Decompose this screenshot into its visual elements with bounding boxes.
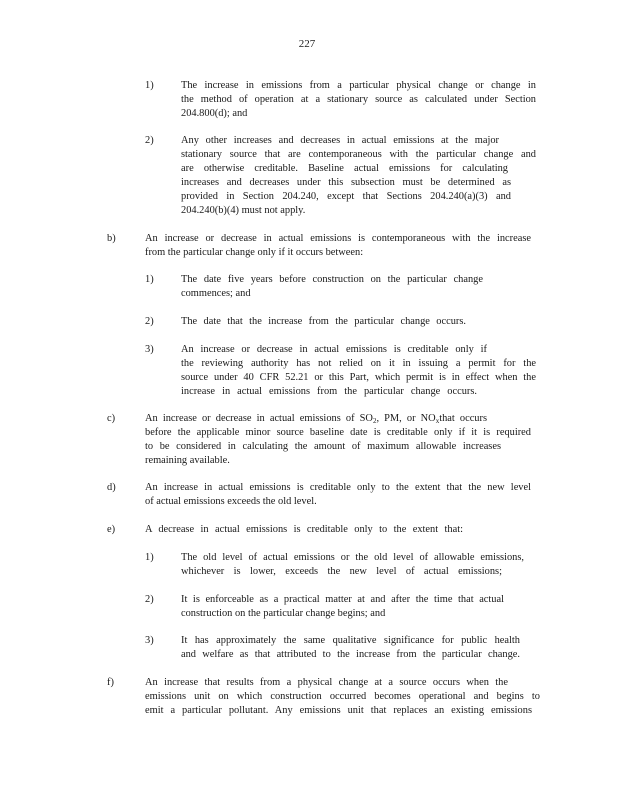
text-line: The increase in emissions from a particular physical change or change in bbox=[181, 80, 536, 91]
text-line: construction on the particular change begins; and bbox=[181, 608, 386, 619]
text-part: An increase or decrease in actual emissions of SO bbox=[145, 413, 373, 424]
item-marker: 3) bbox=[145, 635, 154, 646]
item-text bbox=[181, 315, 536, 329]
text-line bbox=[145, 412, 487, 426]
text-line: The date five years before construction on the particular change bbox=[181, 274, 483, 285]
item-text bbox=[145, 523, 531, 537]
item-text bbox=[181, 79, 536, 121]
item-text bbox=[181, 343, 536, 399]
text-line: A decrease in actual emissions is creditable only to the extent that: bbox=[145, 524, 463, 535]
text-line: 204.240(b)(4) must not apply. bbox=[181, 205, 306, 216]
text-line: 204.800(d); and bbox=[181, 108, 248, 119]
item-marker: 3) bbox=[145, 344, 154, 355]
text-line: increases and decreases under this subsection must be determined as bbox=[181, 177, 511, 188]
item-text bbox=[181, 593, 536, 621]
text-line: It has approximately the same qualitative significance for public health bbox=[181, 635, 520, 646]
text-line: and welfare as that attributed to the increase from the particular change. bbox=[181, 649, 520, 660]
item-marker: b) bbox=[107, 233, 116, 244]
text-line: An increase in actual emissions is creditable only to the extent that the new level bbox=[145, 482, 531, 493]
text-part: , PM, or NO bbox=[376, 413, 436, 424]
item-text bbox=[145, 232, 531, 260]
text-line: Any other increases and decreases in actual emissions at the major bbox=[181, 135, 499, 146]
text-line: the reviewing authority has not relied on it in issuing a permit for the bbox=[181, 358, 536, 369]
text-line: before the applicable minor source baseline date is creditable only if it is required bbox=[145, 427, 531, 438]
text-line: An increase or decrease in actual emissions is contemporaneous with the increase bbox=[145, 233, 531, 244]
text-line: It is enforceable as a practical matter at and after the time that actual bbox=[181, 594, 504, 605]
text-line: An increase or decrease in actual emissions is creditable only if bbox=[181, 344, 487, 355]
item-marker: 1) bbox=[145, 80, 154, 91]
text-line: The old level of actual emissions or the old level of allowable emissions, bbox=[181, 552, 524, 563]
text-line: source under 40 CFR 52.21 or this Part, which permit is in effect when the bbox=[181, 372, 536, 383]
item-marker: d) bbox=[107, 482, 116, 493]
item-text bbox=[181, 134, 536, 218]
item-marker: e) bbox=[107, 524, 116, 535]
item-marker: c) bbox=[107, 413, 116, 424]
item-marker: f) bbox=[107, 677, 114, 688]
item-text bbox=[181, 273, 536, 301]
text-line: from the particular change only if it occurs between: bbox=[145, 247, 364, 258]
item-marker: 1) bbox=[145, 274, 154, 285]
text-line: increase in actual emissions from the particular change occurs. bbox=[181, 386, 477, 397]
subscript: 2 bbox=[372, 417, 377, 425]
item-marker: 2) bbox=[145, 135, 154, 146]
text-line: emissions unit on which construction occurred becomes operational and begins to bbox=[145, 691, 540, 702]
text-line: emit a particular pollutant. Any emissions unit that replaces an existing emissions bbox=[145, 705, 532, 716]
text-line: provided in Section 204.240, except that Sections 204.240(a)(3) and bbox=[181, 191, 511, 202]
text-line: commences; and bbox=[181, 288, 251, 299]
text-line: whichever is lower, exceeds the new level of actual emissions; bbox=[181, 566, 502, 577]
text-line: are otherwise creditable. Baseline actual emissions for calculating bbox=[181, 163, 508, 174]
item-marker: 2) bbox=[145, 594, 154, 605]
text-line: stationary source that are contemporaneous with the particular change and bbox=[181, 149, 536, 160]
text-line: An increase that results from a physical change at a source occurs when the bbox=[145, 677, 508, 688]
item-marker: 1) bbox=[145, 552, 154, 563]
text-line: remaining available. bbox=[145, 455, 230, 466]
item-marker: 2) bbox=[145, 316, 154, 327]
text-line: the method of operation at a stationary source as calculated under Section bbox=[181, 94, 536, 105]
text-line: to be considered in calculating the amount of maximum allowable increases bbox=[145, 441, 501, 452]
item-text bbox=[145, 412, 531, 468]
item-text bbox=[145, 676, 540, 718]
text-line: of actual emissions exceeds the old level. bbox=[145, 496, 317, 507]
page-number: 227 bbox=[298, 38, 316, 50]
item-text bbox=[181, 634, 536, 662]
text-part: that occurs bbox=[439, 413, 488, 424]
item-text bbox=[145, 481, 531, 509]
item-text bbox=[181, 551, 536, 579]
text-line: The date that the increase from the particular change occurs. bbox=[181, 316, 466, 327]
subscript: x bbox=[435, 417, 440, 425]
